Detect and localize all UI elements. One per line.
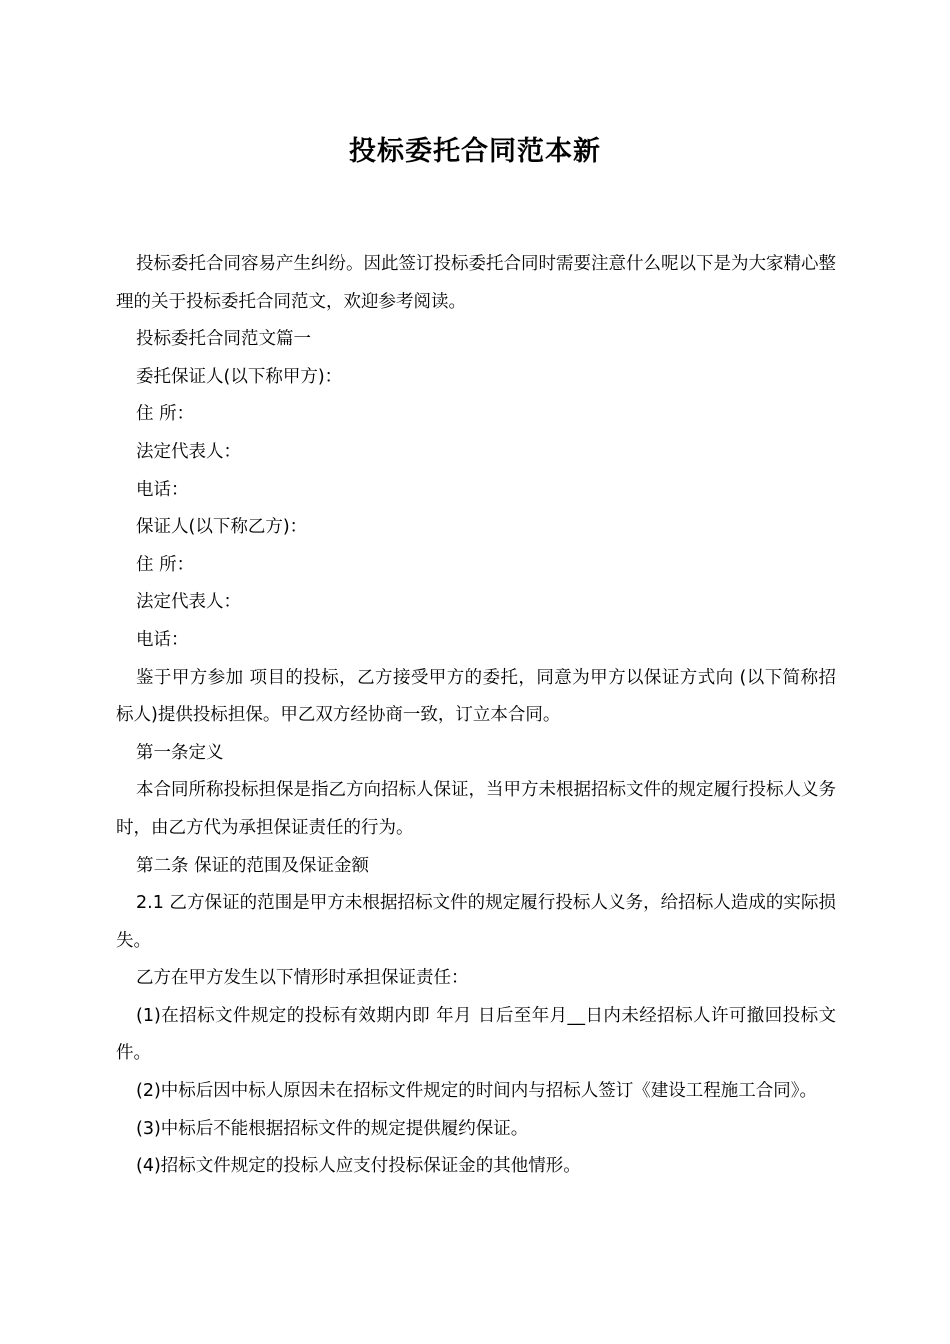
paragraph-party-a-representative: 法定代表人： — [136, 441, 241, 462]
paragraph-clause-2-1: 2.1 乙方保证的范围是甲方未根据招标文件的规定履行投标人义务，给招标人造成的实际损失。 — [116, 893, 837, 951]
paragraph-article-one-heading: 第一条定义 — [136, 742, 224, 763]
paragraph-party-b: 保证人(以下称乙方)： — [136, 517, 308, 538]
paragraph-party-a-address: 住 所： — [136, 404, 195, 425]
page-title: 投标委托合同范本新 — [349, 136, 601, 167]
paragraph-heading-sample-one: 投标委托合同范文篇一 — [136, 329, 311, 350]
paragraph-preamble: 鉴于甲方参加 项目的投标，乙方接受甲方的委托，同意为甲方以保证方式向 (以下简称招标人)提供投标担保。甲乙双方经协商一致，订立本合同。 — [116, 667, 836, 726]
paragraph-condition-1: (1)在招标文件规定的投标有效期内即 年月 日后至年月__日内未经招标人许可撤回投标文件。 — [116, 1005, 836, 1064]
paragraph-condition-3: (3)中标后不能根据招标文件的规定提供履约保证。 — [136, 1118, 529, 1139]
paragraph-party-b-representative: 法定代表人： — [136, 592, 241, 613]
paragraph-party-b-phone: 电话： — [136, 629, 189, 650]
paragraph-condition-4: (4)招标文件规定的投标人应支付投标保证金的其他情形。 — [136, 1156, 581, 1177]
paragraph-liability-conditions: 乙方在甲方发生以下情形时承担保证责任： — [136, 968, 469, 989]
paragraph-intro: 投标委托合同容易产生纠纷。因此签订投标委托合同时需要注意什么呢以下是为大家精心整理的关于投标委托合同范文，欢迎参考阅读。 — [116, 254, 836, 312]
paragraph-party-a: 委托保证人(以下称甲方)： — [136, 366, 343, 387]
paragraph-article-one-body: 本合同所称投标担保是指乙方向招标人保证，当甲方未根据招标文件的规定履行投标人义务时，由乙方代为承担保证责任的行为。 — [116, 780, 836, 838]
paragraph-party-a-phone: 电话： — [136, 479, 189, 500]
paragraph-article-two-heading: 第二条 保证的范围及保证金额 — [136, 855, 370, 876]
document-body — [116, 246, 836, 1186]
paragraph-condition-2: (2)中标后因中标人原因未在招标文件规定的时间内与招标人签订《建设工程施工合同》。 — [136, 1081, 818, 1102]
paragraph-party-b-address: 住 所： — [136, 554, 195, 575]
